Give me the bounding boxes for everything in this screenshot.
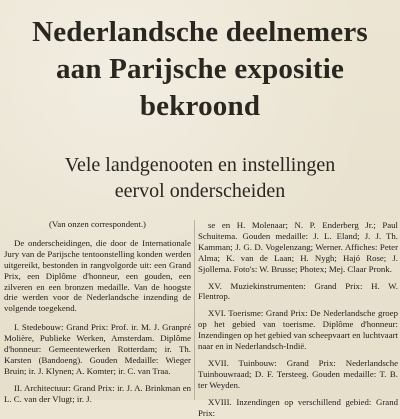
subheadline xyxy=(0,152,400,204)
subheadline-line-2: eervol onderscheiden xyxy=(114,180,286,202)
headline xyxy=(0,14,400,125)
headline-line-3: bekroond xyxy=(139,90,261,122)
subheadline-line-1: Vele landgenooten en instellingen xyxy=(64,154,336,176)
article-column-right xyxy=(198,220,398,419)
award-entry: XVI. Toerisme: Grand Prix: De Nederlandsche groep op het gebied van toerisme. Diplôme d'honneur: Inzendingen op het gebied van scheepvaart en luchtvaart naar en in Nederlandsch-Indië. xyxy=(198,308,398,352)
award-entry: XVIII. Inzendingen op verschillend gebied: Grand Prix: xyxy=(198,396,398,418)
award-entry: XVII. Tuinbouw: Grand Prix: Nederlandsche Tuinbouwraad; D. F. Tersteeg. Gouden medaille: T. B. ter Weyden. xyxy=(198,357,398,390)
intro-paragraph: De onderscheidingen, die door de Internationale Jury van de Parijsche tentoonstelling konden werden uitgereikt, bestonden in rangvolgorde uit: een Grand Prix, een Diplôme d'honneur, een gouden, een zilveren en een bronzen medaille. Van de hoogste drie werden voor de Nederlandsche inzending de volgende toegekend. xyxy=(4,237,191,314)
award-entry: XV. Muziekinstrumenten: Grand Prix: H. W. Flentrop. xyxy=(198,280,398,302)
award-entry: se en H. Molenaar; N. P. Enderberg Jr.; Paul Schuitema. Gouden medaille: J. L. Eland; J. J. Th. Kamman; J. G. D. Vogelenzang; Werner. Affiches: Peter Alma; K. van de Laan; H. Nygh; Hajó Rose; J. Sjollema. Foto's: W. Brusse; Photex; Mej. Claar Pronk. xyxy=(198,220,398,274)
column-divider xyxy=(194,220,195,400)
article-column-left xyxy=(4,219,191,405)
headline-line-2: aan Parijsche expositie xyxy=(55,53,345,85)
award-entry: II. Architectuur: Grand Prix: ir. J. A. Brinkman en L. C. van der Vlugt; ir. J. xyxy=(4,382,191,404)
award-list-left xyxy=(4,322,191,404)
award-entry: I. Stedebouw: Grand Prix: Prof. ir. M. J. Granpré Molière, Publieke Werken, Amsterdam. Diplôme d'honneur: Gemeentewerken Rotterdam; ir. Th. Karsten (Bandoeng). Gouden Medaille: Wieger Bruin; ir. J. Klynen; A. Komter; ir. C. van Traa. xyxy=(4,322,191,376)
byline: (Van onzen correspondent.) xyxy=(49,219,146,229)
award-list-right xyxy=(198,220,398,419)
headline-line-1: Nederlandsche deelnemers xyxy=(32,16,368,48)
